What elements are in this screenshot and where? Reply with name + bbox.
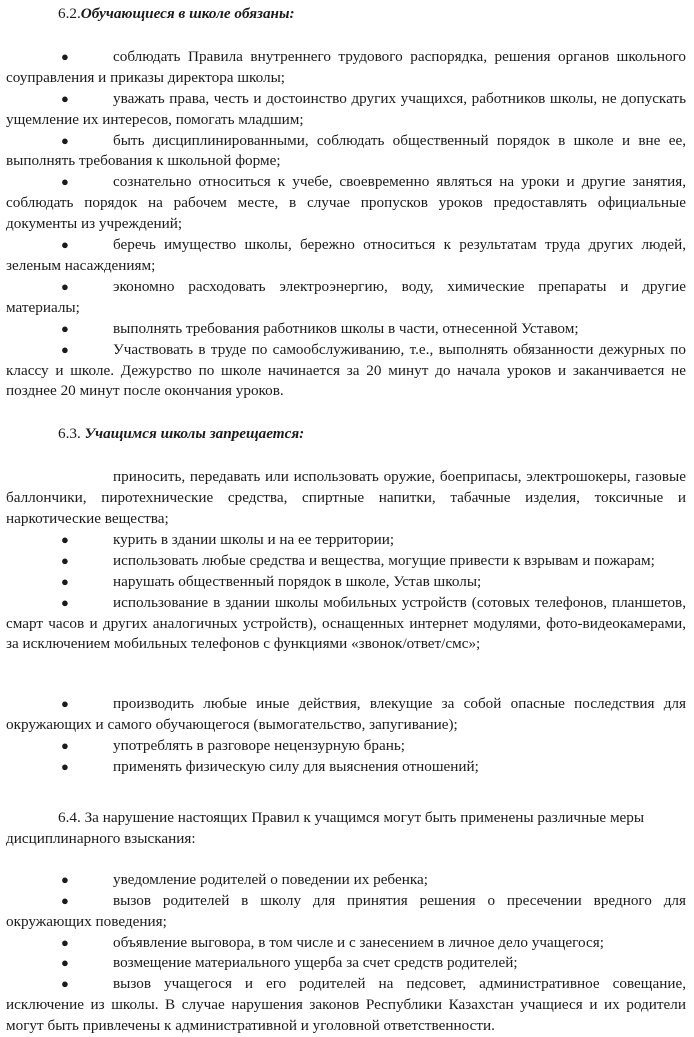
section-6-2-list bbox=[6, 47, 686, 402]
list-item: приносить, передавать или использовать оружие, боеприпасы, электрошокеры, газовые баллончики, пиротехнические средства, спиртные напитки, табачные изделия, токсичные и наркотические вещества; bbox=[6, 468, 686, 528]
list-item: ● вызов учащегося и его родителей на педсовет, административное совещание, исключение из школы. В случае нарушения законов Республики Казахстан учащиеся и их родители могут быть привлечены к административной и уголовной ответственности. bbox=[6, 975, 686, 1035]
list-item: ● объявление выговора, в том числе и с занесением в личное дело учащегося; bbox=[6, 933, 686, 954]
bullet-icon: ● bbox=[61, 90, 69, 106]
bullet-icon: ● bbox=[61, 132, 69, 148]
bullet-icon: ● bbox=[61, 278, 69, 294]
list-item: ● Участвовать в труде по самообслуживанию, т.е., выполнять обязанности дежурных по классу и школе. Дежурство по школе начинается за 20 минут до начала уроков и заканчивается не позднее 20 минут после окончания уроков. bbox=[6, 340, 686, 400]
list-item: ● использовать любые средства и вещества, могущие привести к взрывам и пожарам; bbox=[6, 551, 686, 572]
list-item: ● вызов родителей в школу для принятия решения о пресечении вредного для окружающих поведения; bbox=[6, 891, 686, 930]
list-item: ● беречь имущество школы, бережно относиться к результатам труда других людей, зеленым насаждениям; bbox=[6, 236, 686, 274]
bullet-icon: ● bbox=[61, 531, 69, 547]
bullet-icon: ● bbox=[61, 320, 69, 336]
section-title: Учащимся школы запрещается: bbox=[84, 425, 305, 443]
list-item: ● употреблять в разговоре нецензурную брань; bbox=[6, 736, 686, 757]
list-item: ● применять физическую силу для выяснения отношений; bbox=[6, 757, 686, 778]
section-6-4-list bbox=[6, 870, 686, 1037]
list-item: ● экономно расходовать электроэнергию, воду, химические препараты и другие материалы; bbox=[6, 277, 686, 316]
section-title: Обучающиеся в школе обязаны: bbox=[80, 5, 295, 22]
bullet-icon: ● bbox=[61, 594, 69, 610]
bullet-icon: ● bbox=[61, 696, 69, 712]
bullet-icon: ● bbox=[61, 871, 69, 887]
section-6-3-list-a bbox=[6, 467, 686, 655]
bullet-icon: ● bbox=[61, 892, 69, 908]
section-number: 6.3. bbox=[58, 425, 81, 443]
bullet-icon: ● bbox=[61, 573, 69, 589]
section-6-3-list-b bbox=[6, 694, 686, 778]
list-item: ● уведомление родителей о поведении их ребенка; bbox=[6, 870, 686, 891]
list-item: ● использование в здании школы мобильных устройств (сотовых телефонов, планшетов, смарт часов и других аналогичных устройств), оснащенных интернет модулями, фото-видеокамерами, за исключением мобильных телефонов с функциями «звонок/ответ/смс»; bbox=[6, 593, 686, 653]
list-item: ● производить любые иные действия, влекущие за собой опасные последствия для окружающих и самого обучающегося (вымогательство, запугивание); bbox=[6, 695, 686, 734]
list-item: ● соблюдать Правила внутреннего трудового распорядка, решения органов школьного соуправления и приказы директора школы; bbox=[6, 47, 686, 86]
bullet-icon: ● bbox=[61, 341, 69, 357]
bullet-icon: ● bbox=[61, 955, 69, 971]
section-number: 6.2. bbox=[58, 5, 81, 22]
list-item: ● курить в здании школы и на ее территории; bbox=[6, 530, 686, 551]
section-6-3-heading bbox=[6, 424, 686, 445]
list-item: ● быть дисциплинированными, соблюдать общественный порядок в школе и вне ее, выполнять требования к школьной форме; bbox=[6, 131, 686, 170]
list-item: ● возмещение материального ущерба за счет средств родителей; bbox=[6, 953, 686, 974]
bullet-icon: ● bbox=[61, 976, 69, 992]
bullet-icon: ● bbox=[61, 237, 69, 253]
section-6-2-heading bbox=[6, 4, 686, 25]
section-6-4-intro: 6.4. За нарушение настоящих Правил к учащимся могут быть применены различные меры дисциплинарного взыскания: bbox=[6, 809, 645, 847]
bullet-icon: ● bbox=[61, 738, 69, 754]
bullet-icon: ● bbox=[61, 48, 69, 64]
list-item: ● уважать права, честь и достоинство других учащихся, работников школы, не допускать ущемление их интересов, помогать младшим; bbox=[6, 89, 686, 128]
bullet-icon: ● bbox=[61, 174, 69, 190]
list-item: ● нарушать общественный порядок в школе, Устав школы; bbox=[6, 572, 686, 593]
list-item: ● сознательно относиться к учебе, своевременно являться на уроки и другие занятия, соблюдать порядок на рабочем месте, в случае пропусков уроков предоставлять официальные документы из учреждений; bbox=[6, 173, 686, 233]
bullet-icon: ● bbox=[61, 934, 69, 950]
bullet-icon: ● bbox=[61, 552, 69, 568]
list-item: ● выполнять требования работников школы в части, отнесенной Уставом; bbox=[6, 319, 686, 340]
bullet-icon: ● bbox=[61, 759, 69, 775]
